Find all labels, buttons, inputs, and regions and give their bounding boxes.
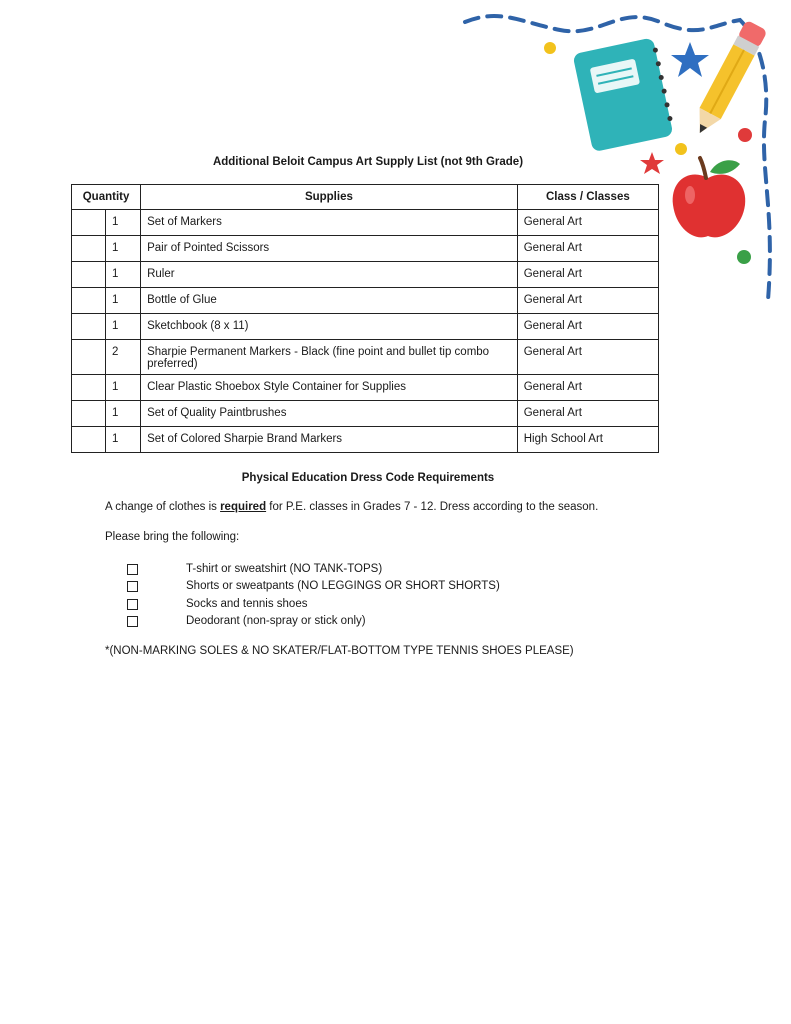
art-list-title: Additional Beloit Campus Art Supply List (not 9th Grade) xyxy=(212,156,524,168)
checkbox[interactable] xyxy=(127,599,138,610)
art-supply-table xyxy=(71,184,659,453)
row-class: High School Art xyxy=(517,427,658,453)
checkbox[interactable] xyxy=(127,581,138,592)
row-quantity: 1 xyxy=(106,288,141,314)
row-class: General Art xyxy=(517,401,658,427)
row-spacer xyxy=(72,288,106,314)
row-class: General Art xyxy=(517,375,658,401)
pencil-icon xyxy=(689,20,767,139)
checklist-item-text: T-shirt or sweatshirt (NO TANK-TOPS) xyxy=(186,563,383,575)
checkbox[interactable] xyxy=(127,616,138,627)
row-quantity: 2 xyxy=(106,340,141,375)
row-spacer xyxy=(72,427,106,453)
row-class: General Art xyxy=(517,340,658,375)
row-spacer xyxy=(72,210,106,236)
row-quantity: 1 xyxy=(106,314,141,340)
checkbox[interactable] xyxy=(127,564,138,575)
pe-title: Physical Education Dress Code Requirements xyxy=(241,472,495,484)
row-spacer xyxy=(72,401,106,427)
table-row xyxy=(72,288,659,314)
row-quantity: 1 xyxy=(106,401,141,427)
row-item: Sketchbook (8 x 11) xyxy=(141,314,518,340)
row-item: Ruler xyxy=(141,262,518,288)
row-item: Bottle of Glue xyxy=(141,288,518,314)
table-row xyxy=(72,401,659,427)
row-item: Clear Plastic Shoebox Style Container for Supplies xyxy=(141,375,518,401)
pe-change-paragraph xyxy=(105,501,598,513)
checklist-item-text: Shorts or sweatpants (NO LEGGINGS OR SHORT SHORTS) xyxy=(186,580,500,593)
dot xyxy=(738,128,752,142)
row-quantity: 1 xyxy=(106,262,141,288)
checklist-item-text: Deodorant (non-spray or stick only) xyxy=(186,614,366,627)
pe-change-pre: A change of clothes is xyxy=(105,501,221,513)
pe-change-required: required xyxy=(220,501,267,513)
row-spacer xyxy=(72,262,106,288)
header-quantity: Quantity xyxy=(72,185,141,210)
row-class: General Art xyxy=(517,210,658,236)
row-quantity: 1 xyxy=(106,236,141,262)
row-spacer xyxy=(72,375,106,401)
notebook-icon xyxy=(572,37,675,152)
header-classes: Class / Classes xyxy=(517,185,658,210)
row-class: General Art xyxy=(517,314,658,340)
row-item: Pair of Pointed Scissors xyxy=(141,236,518,262)
row-spacer xyxy=(72,314,106,340)
dot xyxy=(737,250,751,264)
row-quantity: 1 xyxy=(106,210,141,236)
checklist-item-text: Socks and tennis shoes xyxy=(186,597,308,610)
table-row xyxy=(72,427,659,453)
row-item: Set of Markers xyxy=(141,210,518,236)
pe-bring-label: Please bring the following: xyxy=(105,531,240,543)
table-header-row xyxy=(72,185,659,210)
pe-shoe-note: *(NON-MARKING SOLES & NO SKATER/FLAT-BOTTOM TYPE TENNIS SHOES PLEASE) xyxy=(105,645,574,657)
row-quantity: 1 xyxy=(106,375,141,401)
dot xyxy=(544,42,556,54)
row-quantity: 1 xyxy=(106,427,141,453)
apple-icon xyxy=(673,158,746,237)
row-class: General Art xyxy=(517,236,658,262)
table-row xyxy=(72,236,659,262)
table-row xyxy=(72,314,659,340)
star-icon xyxy=(671,42,709,77)
table-row xyxy=(72,340,659,375)
row-spacer xyxy=(72,340,106,375)
row-item: Sharpie Permanent Markers - Black (fine point and bullet tip combo preferred) xyxy=(141,340,518,375)
header-supplies: Supplies xyxy=(141,185,518,210)
pe-change-post: for P.E. classes in Grades 7 - 12. Dress according to the season. xyxy=(266,501,599,513)
table-row xyxy=(72,210,659,236)
table-row xyxy=(72,262,659,288)
row-spacer xyxy=(72,236,106,262)
row-class: General Art xyxy=(517,262,658,288)
dot xyxy=(675,143,687,155)
row-item: Set of Colored Sharpie Brand Markers xyxy=(141,427,518,453)
row-item: Set of Quality Paintbrushes xyxy=(141,401,518,427)
table-row xyxy=(72,375,659,401)
row-class: General Art xyxy=(517,288,658,314)
